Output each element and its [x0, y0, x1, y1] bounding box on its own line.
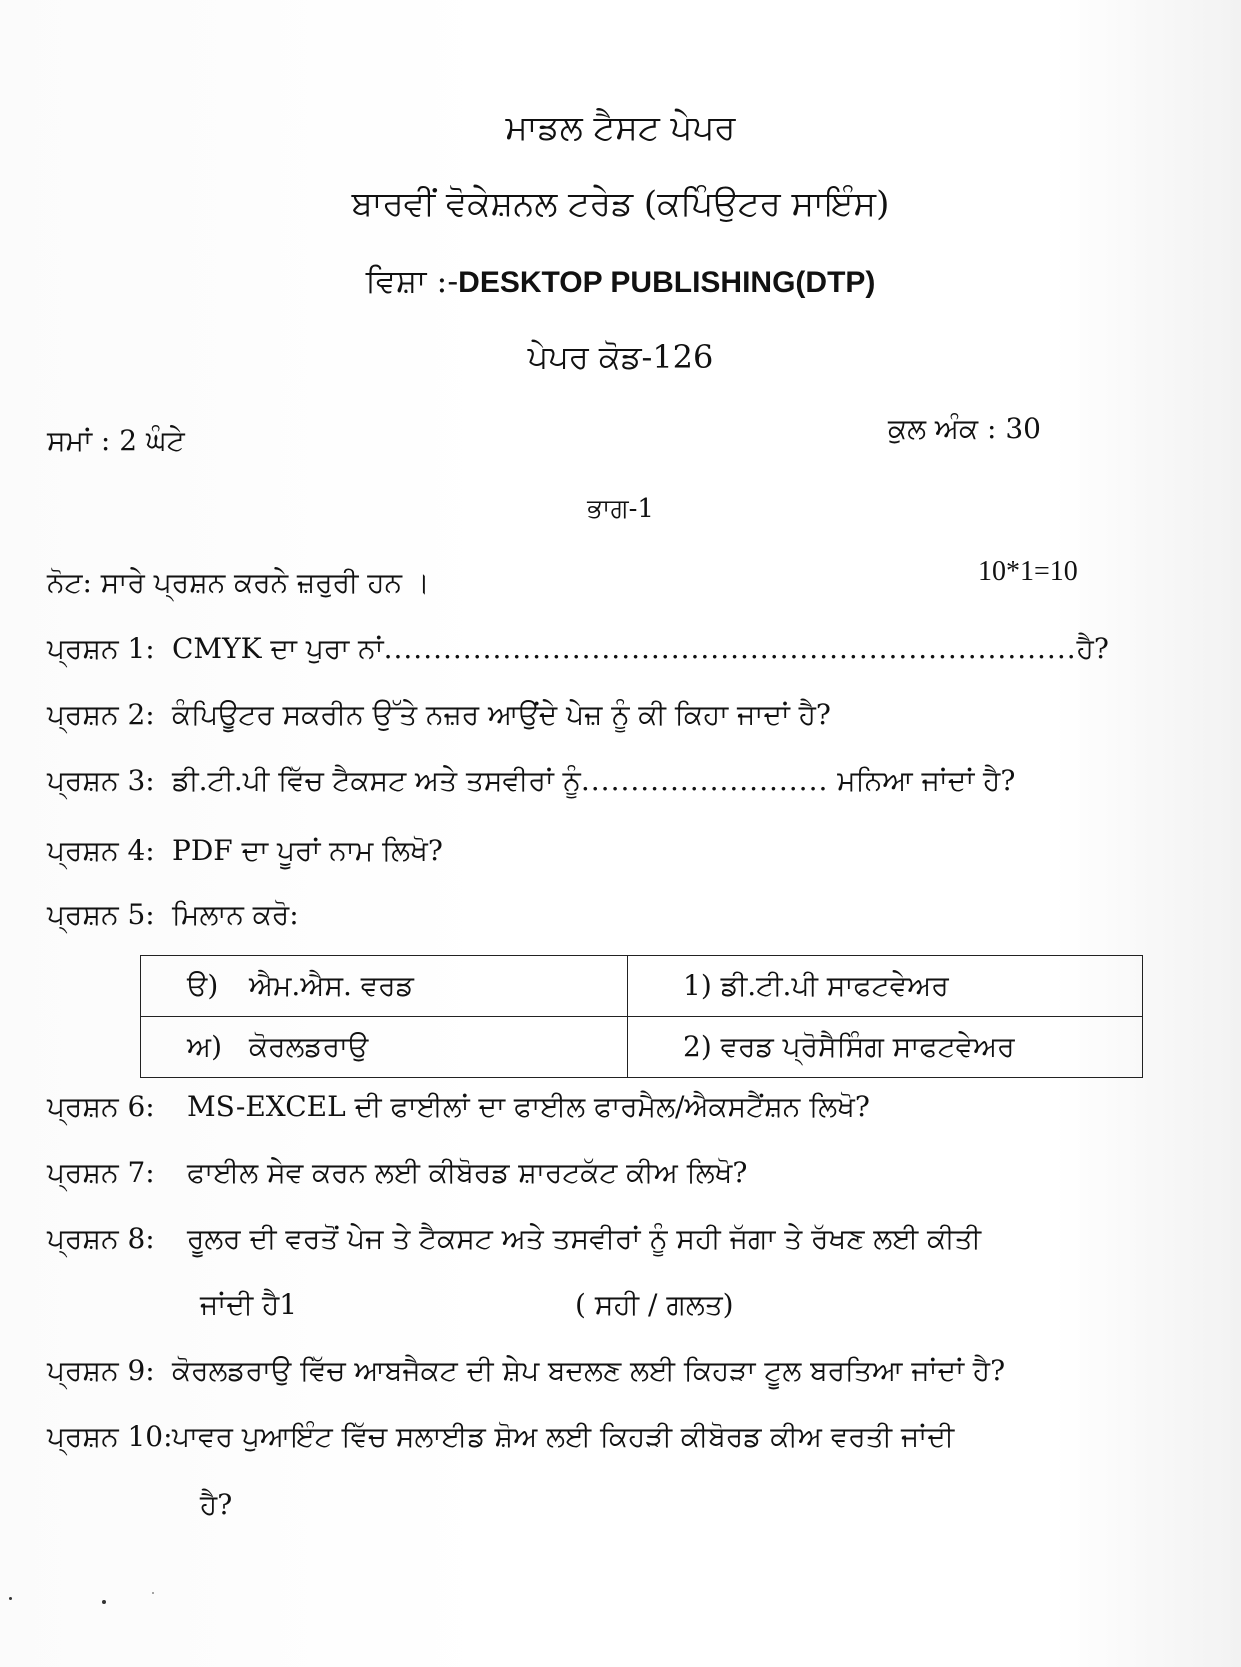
table-row: [141, 1017, 1143, 1078]
question-number: ਪ੍ਰਸ਼ਨ 9:: [47, 1354, 155, 1387]
question-text: ਰੂਲਰ ਦੀ ਵਰਤੋਂ ਪੇਜ ਤੇ ਟੈਕਸਟ ਅਤੇ ਤਸਵੀਰਾਂ ਨੂੰ ਸਹੀ ਜੱਗਾ ਤੇ ਰੱਖਣ ਲਈ ਕੀਤੀ: [187, 1222, 982, 1255]
match-left-text: ਐਮ.ਐਸ. ਵਰਡ: [249, 969, 414, 1002]
question-text: ਕੰਪਿਊਟਰ ਸਕਰੀਨ ਉੱਤੇ ਨਜ਼ਰ ਆਉਂਦੇ ਪੇਜ਼ ਨੂੰ ਕੀ ਕਿਹਾ ਜਾਦਾਂ ਹੈ?: [172, 698, 831, 731]
match-right-cell: [628, 956, 1143, 1017]
match-left-text: ਕੋਰਲਡਰਾਉ: [249, 1030, 369, 1063]
question-number: ਪ੍ਰਸ਼ਨ 8:: [47, 1222, 155, 1255]
match-right-text: 2) ਵਰਡ ਪ੍ਰੋਸੈਸਿੰਗ ਸਾਫਟਵੇਅਰ: [683, 1030, 1015, 1063]
question-number: ਪ੍ਰਸ਼ਨ 3:: [47, 764, 155, 797]
subject-label: ਵਿਸ਼ਾ :-: [365, 262, 459, 300]
true-false-choice: ( ਸਹੀ / ਗਲਤ): [575, 1288, 734, 1321]
question-3: [47, 764, 1015, 798]
blank-dots: ......................................................................: [383, 632, 1077, 665]
question-9: [47, 1354, 1005, 1388]
subject-value: DESKTOP PUBLISHING(DTP): [458, 266, 876, 299]
paper-code: ਪੇਪਰ ਕੋਡ-126: [527, 338, 714, 376]
question-4: [47, 834, 443, 868]
question-8-continued: ਜਾਂਦੀ ਹੈ1: [200, 1288, 298, 1321]
question-text: ਡੀ.ਟੀ.ਪੀ ਵਿੱਚ ਟੈਕਸਟ ਅਤੇ ਤਸਵੀਰਾਂ ਨੂੰ: [172, 764, 581, 797]
page-subtitle: ਬਾਰਵੀਂ ਵੋਕੇਸ਼ਨਲ ਟਰੇਡ (ਕਪਿੰਉਟਰ ਸਾਇੰਸ): [351, 184, 890, 224]
question-10: [47, 1420, 954, 1454]
match-label: ੳ): [187, 969, 219, 1002]
time-allowed: ਸਮਾਂ : 2 ਘੰਟੇ: [47, 424, 185, 457]
scan-speck: [9, 1597, 12, 1600]
question-text: ਪਾਵਰ ਪੁਆਇੰਟ ਵਿੱਚ ਸਲਾਈਡ ਸ਼ੋਅ ਲਈ ਕਿਹੜੀ ਕੀਬੋਰਡ ਕੀਅ ਵਰਤੀ ਜਾਂਦੀ: [172, 1420, 955, 1453]
instruction-note: ਨੋਟ: ਸਾਰੇ ਪ੍ਰਸ਼ਨ ਕਰਨੇ ਜ਼ਰੁਰੀ ਹਨ ।: [47, 566, 430, 599]
question-text: ਕੋਰਲਡਰਾਉ ਵਿੱਚ ਆਬਜੈਕਟ ਦੀ ਸ਼ੇਪ ਬਦਲਣ ਲਈ ਕਿਹੜਾ ਟੂਲ ਬਰਤਿਆ ਜਾਂਦਾਂ ਹੈ?: [172, 1354, 1006, 1387]
page-title: ਮਾਡਲ ਟੈਸਟ ਪੇਪਰ: [505, 108, 736, 148]
part-heading: ਭਾਗ-1: [587, 494, 654, 524]
question-number: ਪ੍ਰਸ਼ਨ 4:: [47, 834, 155, 867]
match-table: [140, 955, 1143, 1078]
question-text: ਫਾਈਲ ਸੇਵ ਕਰਨ ਲਈ ਕੀਬੋਰਡ ਸ਼ਾਰਟਕੱਟ ਕੀਅ ਲਿਖੋ?: [187, 1156, 748, 1189]
match-right-cell: [628, 1017, 1143, 1078]
question-text: PDF ਦਾ ਪੂਰਾਂ ਨਾਮ ਲਿਖੋ?: [172, 834, 443, 867]
scan-speck: [102, 1600, 106, 1604]
question-tail: ਹੈ?: [1076, 632, 1109, 665]
match-label: ਅ): [187, 1030, 223, 1063]
match-left-cell: [141, 956, 628, 1017]
question-7: [47, 1156, 747, 1190]
question-10-continued: ਹੈ?: [200, 1488, 233, 1521]
question-text: CMYK ਦਾ ਪੁਰਾ ਨਾਂ: [172, 632, 384, 665]
question-8: [47, 1222, 981, 1256]
question-1: [47, 632, 1109, 666]
question-number: ਪ੍ਰਸ਼ਨ 1:: [47, 632, 155, 665]
match-right-text: 1) ਡੀ.ਟੀ.ਪੀ ਸਾਫਟਵੇਅਰ: [683, 969, 949, 1002]
subject-line: [0, 262, 1241, 301]
question-number: ਪ੍ਰਸ਼ਨ 2:: [47, 698, 155, 731]
question-5: [47, 898, 299, 932]
table-row: [141, 956, 1143, 1017]
question-text: MS-EXCEL ਦੀ ਫਾਈਲਾਂ ਦਾ ਫਾਈਲ ਫਾਰਮੈਲ/ਐਕਸਟੈਂਸ਼ਨ ਲਿਖੋ?: [187, 1090, 870, 1123]
scan-speck: [152, 1592, 154, 1594]
section-marks: 10*1=10: [978, 556, 1078, 587]
match-left-cell: [141, 1017, 628, 1078]
question-text: ਮਿਲਾਨ ਕਰੋ:: [172, 898, 299, 931]
question-tail: ਮਨਿਆ ਜਾਂਦਾਂ ਹੈ?: [837, 764, 1016, 797]
question-2: [47, 698, 831, 732]
question-number: ਪ੍ਰਸ਼ਨ 7:: [47, 1156, 155, 1189]
question-number: ਪ੍ਰਸ਼ਨ 6:: [47, 1090, 155, 1123]
question-number: ਪ੍ਰਸ਼ਨ 5:: [47, 898, 155, 931]
blank-dots: .........................: [580, 764, 829, 797]
question-number: ਪ੍ਰਸ਼ਨ 10:: [47, 1420, 173, 1453]
total-marks: ਕੁਲ ਅੰਕ : 30: [888, 412, 1041, 445]
question-6: [47, 1090, 870, 1124]
